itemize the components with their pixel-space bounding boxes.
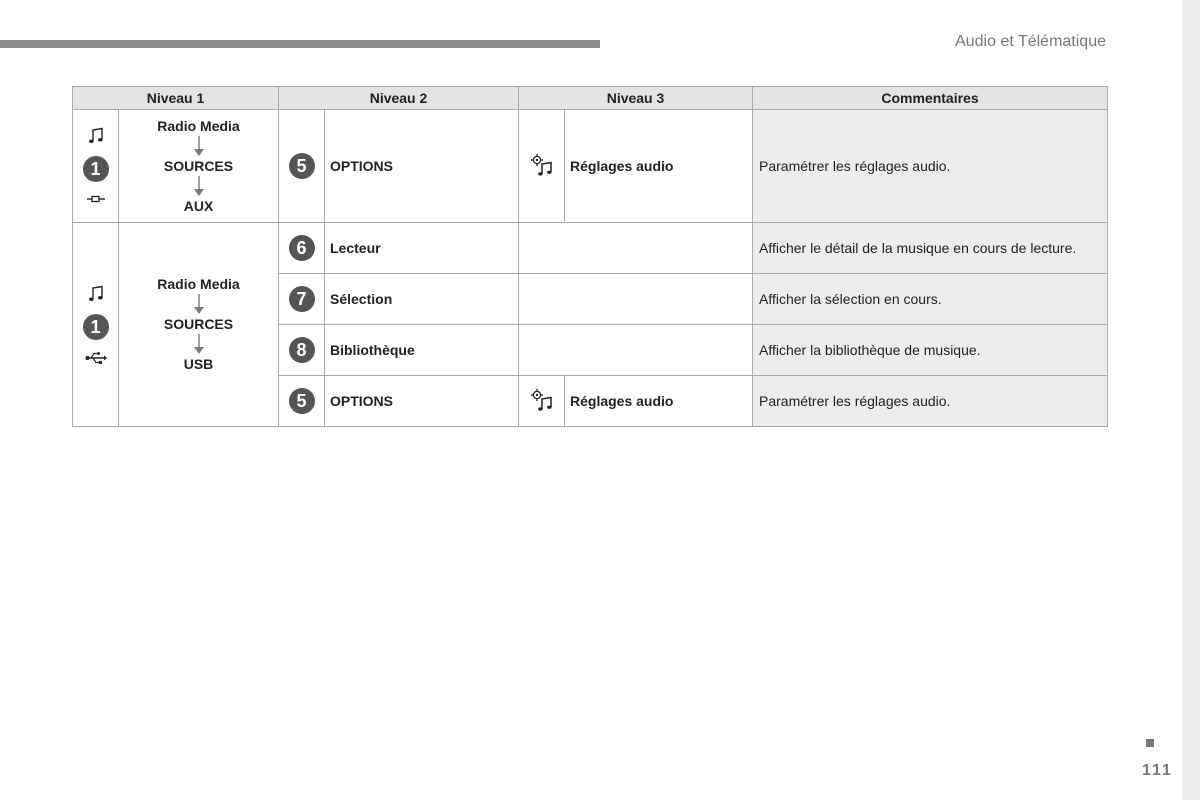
level2-badge-cell [279, 110, 325, 223]
page-number: 111 [1142, 762, 1173, 779]
end-marker [1146, 739, 1154, 747]
flow-step-sources: SOURCES [163, 157, 234, 174]
audio-settings-icon [530, 153, 554, 177]
level3-empty-cell [519, 325, 753, 376]
arrow-down-icon [193, 135, 205, 158]
level2-label-options: OPTIONS [325, 376, 519, 427]
step-badge: 1 [83, 156, 109, 182]
step-badge: 7 [289, 286, 315, 312]
arrow-down-icon [193, 333, 205, 356]
level3-icon-cell [519, 376, 565, 427]
music-note-icon [87, 285, 105, 303]
comment-cell: Afficher le détail de la musique en cours de lecture. [753, 223, 1108, 274]
step-badge: 1 [83, 314, 109, 340]
header-comments: Commentaires [753, 87, 1108, 110]
comment-cell: Afficher la bibliothèque de musique. [753, 325, 1108, 376]
step-badge: 5 [289, 388, 315, 414]
flow-step-usb: USB [183, 356, 214, 372]
flow-step-radio-media: Radio Media [157, 117, 240, 134]
comment-cell: Paramétrer les réglages audio. [753, 110, 1108, 223]
level1-icons-aux [73, 110, 119, 223]
level2-badge-cell [279, 274, 325, 325]
level3-label-audio-settings: Réglages audio [565, 110, 753, 223]
level3-icon-cell [519, 110, 565, 223]
flow-step-radio-media: Radio Media [157, 276, 240, 292]
level2-badge-cell [279, 325, 325, 376]
comment-cell: Paramétrer les réglages audio. [753, 376, 1108, 427]
flow-step-aux: AUX [183, 197, 214, 214]
level2-badge-cell [279, 223, 325, 274]
flow-step-sources: SOURCES [163, 316, 234, 332]
level2-badge-cell [279, 376, 325, 427]
aux-jack-icon [86, 193, 106, 205]
comment-cell: Afficher la sélection en cours. [753, 274, 1108, 325]
header-level-2: Niveau 2 [279, 87, 519, 110]
step-badge: 8 [289, 337, 315, 363]
usb-icon [85, 351, 107, 365]
level2-label-selection: Sélection [325, 274, 519, 325]
table-row [73, 110, 1108, 223]
arrow-down-icon [193, 293, 205, 316]
level1-flow-usb [119, 223, 279, 427]
level2-label-lecteur: Lecteur [325, 223, 519, 274]
level3-label-audio-settings: Réglages audio [565, 376, 753, 427]
level3-empty-cell [519, 274, 753, 325]
step-badge: 6 [289, 235, 315, 261]
header-level-1: Niveau 1 [73, 87, 279, 110]
level2-label-options: OPTIONS [325, 110, 519, 223]
header-bar [0, 40, 600, 48]
menu-table [72, 86, 1108, 427]
level1-flow-aux [119, 110, 279, 223]
section-title: Audio et Télématique [955, 33, 1106, 50]
audio-settings-icon [530, 388, 554, 412]
arrow-down-icon [193, 175, 205, 198]
step-badge: 5 [289, 153, 315, 179]
table-row [73, 223, 1108, 274]
music-note-icon [87, 127, 105, 145]
table-header-row [73, 87, 1108, 110]
level3-empty-cell [519, 223, 753, 274]
header-level-3: Niveau 3 [519, 87, 753, 110]
level1-icons-usb [73, 223, 119, 427]
level2-label-bibliotheque: Bibliothèque [325, 325, 519, 376]
page-side-strip [1182, 0, 1200, 800]
